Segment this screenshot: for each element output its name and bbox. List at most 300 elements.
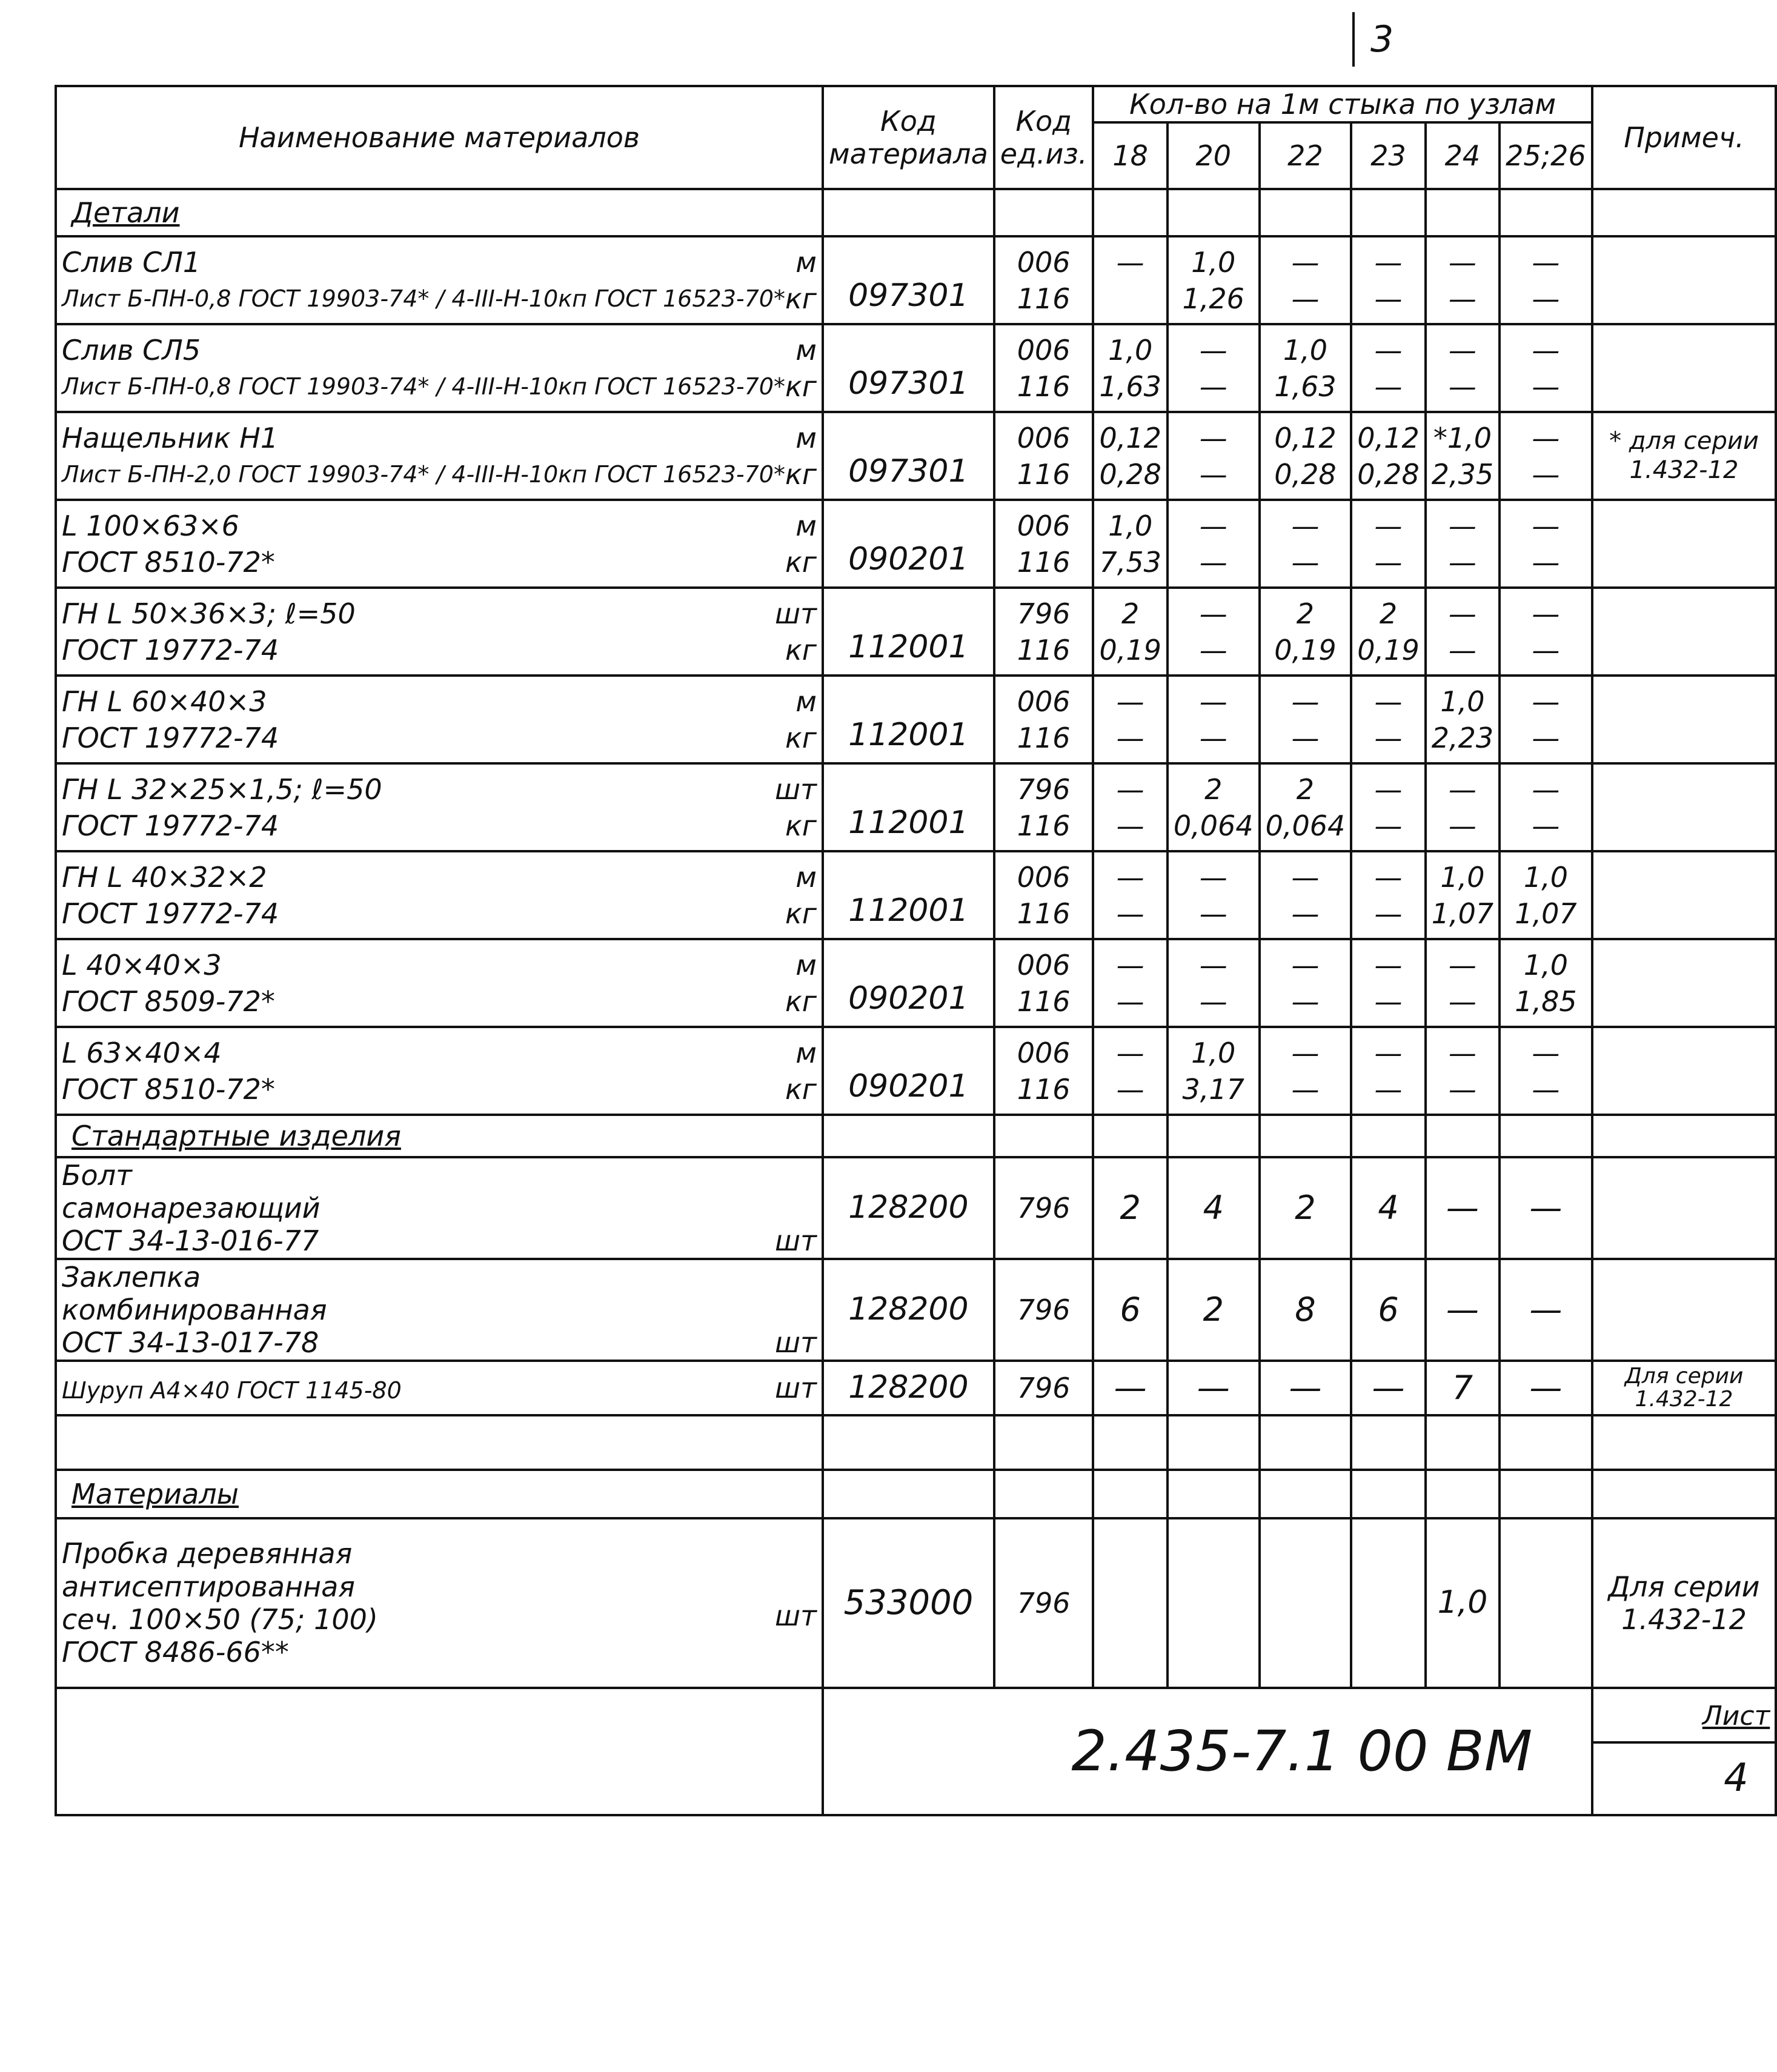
value-top: 006: [1017, 685, 1071, 718]
empty-cell: [1500, 189, 1592, 236]
value-top: —: [1199, 860, 1227, 894]
value-cell: [1093, 324, 1167, 412]
value-bottom: 116: [1017, 721, 1071, 754]
value-bottom: 0,19: [1099, 633, 1161, 666]
value-cell: [1260, 676, 1352, 763]
value-top: 0,12: [1274, 421, 1337, 454]
value-cell: [1351, 851, 1425, 939]
empty-cell: [1093, 1415, 1167, 1470]
material-code: 097301: [823, 236, 994, 324]
value-top: —: [1448, 772, 1476, 806]
value-top: —: [1291, 685, 1320, 718]
header-row-1: [56, 86, 1776, 122]
empty-cell: [1168, 189, 1260, 236]
header-qty-group: Кол-во на 1м стыка по узлам: [1093, 86, 1592, 122]
empty-cell: [1260, 1470, 1352, 1518]
value-cell: [1260, 1027, 1352, 1115]
value-cell: [994, 939, 1094, 1027]
standard-row: [56, 1259, 1776, 1361]
empty-cell: [1168, 1115, 1260, 1157]
unit: шт: [775, 1224, 817, 1258]
value-cell: [1168, 939, 1260, 1027]
empty-cell: [823, 1115, 994, 1157]
value-bottom: —: [1116, 809, 1144, 842]
item-spec: ГОСТ 8510-72*: [62, 545, 275, 579]
value-cell: [1426, 763, 1500, 851]
name-line: Болт: [62, 1158, 132, 1192]
value-cell: [1351, 763, 1425, 851]
title-doc-cell: [823, 1688, 1592, 1815]
empty-cell: [1260, 189, 1352, 236]
value-top: —: [1116, 772, 1144, 806]
value-top: 1,0: [1283, 333, 1328, 367]
value-bottom: —: [1291, 282, 1320, 315]
unit-bottom: кг: [785, 721, 817, 754]
empty-cell: [994, 189, 1094, 236]
item-name: ГН L 60×40×3: [62, 685, 267, 718]
material-code: 112001: [823, 763, 994, 851]
value-bottom: 116: [1017, 545, 1071, 579]
value-top: 796: [1017, 772, 1071, 806]
value-bottom: 116: [1017, 370, 1071, 403]
unit: шт: [775, 1326, 817, 1360]
value-cell: [1260, 500, 1352, 588]
value-bottom: —: [1448, 985, 1476, 1018]
value-top: 1,0: [1191, 1036, 1236, 1069]
item-name: L 63×40×4: [62, 1036, 222, 1069]
value-cell: —: [1500, 1157, 1592, 1259]
unit-bottom: кг: [785, 1072, 817, 1106]
value-cell: [1093, 1027, 1167, 1115]
item-name: L 100×63×6: [62, 509, 239, 542]
value-bottom: —: [1116, 985, 1144, 1018]
value-bottom: 0,19: [1274, 633, 1337, 666]
node-header-2: 22: [1260, 122, 1352, 189]
item-name: Слив СЛ5: [62, 333, 201, 367]
value-bottom: 116: [1017, 809, 1071, 842]
value-cell: [1260, 412, 1352, 500]
name-wrap: [62, 1159, 817, 1258]
value-bottom: —: [1374, 897, 1403, 930]
item-name-cell: [56, 588, 823, 676]
value-cell: [1500, 500, 1592, 588]
detail-row: [56, 939, 1776, 1027]
value-cell: [1500, 324, 1592, 412]
empty-cell: [1426, 189, 1500, 236]
value-cell: [1351, 1027, 1425, 1115]
header-unit-code: Код ед.из.: [994, 86, 1094, 189]
value-bottom: —: [1448, 545, 1476, 579]
name-stack: [62, 1537, 378, 1669]
value-top: —: [1374, 509, 1403, 542]
unit-top: м: [795, 948, 817, 981]
value-top: 006: [1017, 948, 1071, 981]
value-bottom: 1,07: [1515, 897, 1577, 930]
name-line: ГОСТ 8486-66**: [62, 1636, 289, 1669]
value-top: —: [1291, 860, 1320, 894]
sheet-label-cell: [1592, 1688, 1776, 1742]
name-line: Пробка деревянная: [62, 1537, 353, 1570]
value-top: —: [1374, 333, 1403, 367]
value-top: 2: [1204, 772, 1223, 806]
name-line-1: [62, 420, 817, 456]
note-cell: * для серии 1.432-12: [1592, 412, 1776, 500]
value-top: —: [1291, 948, 1320, 981]
value-cell: [1426, 324, 1500, 412]
value-bottom: —: [1291, 545, 1320, 579]
value-bottom: 1,63: [1274, 370, 1337, 403]
value-bottom: —: [1532, 1072, 1560, 1106]
unit-bottom: кг: [785, 545, 817, 579]
value-cell: [1351, 676, 1425, 763]
empty-cell: [1500, 1470, 1592, 1518]
value-top: —: [1374, 1036, 1403, 1069]
node-header-0: 18: [1093, 122, 1167, 189]
value-bottom: —: [1532, 370, 1560, 403]
node-header-1: 20: [1168, 122, 1260, 189]
value-top: 2: [1121, 597, 1140, 630]
value-cell: [1168, 588, 1260, 676]
value-bottom: 1,85: [1515, 985, 1577, 1018]
value-cell: 4: [1168, 1157, 1260, 1259]
note-cell: [1592, 588, 1776, 676]
detail-row: [56, 412, 1776, 500]
value-cell: [1500, 412, 1592, 500]
value-top: 1,0: [1191, 245, 1236, 279]
name-wrap: [62, 1537, 817, 1669]
item-name-cell: [56, 500, 823, 588]
name-line: самонарезающий: [62, 1191, 321, 1224]
value-top: 796: [1017, 597, 1071, 630]
value-bottom: 1,63: [1099, 370, 1161, 403]
value-bottom: —: [1448, 282, 1476, 315]
value-top: 2: [1296, 597, 1315, 630]
value-top: —: [1374, 245, 1403, 279]
section-title-details: Детали: [56, 189, 823, 236]
value-cell: [1500, 676, 1592, 763]
name-line: ОСТ 34-13-016-77: [62, 1224, 319, 1258]
value-top: —: [1532, 509, 1560, 542]
item-spec: ГОСТ 19772-74: [62, 809, 279, 842]
name-stack: [62, 1261, 327, 1360]
value-cell: [1168, 1518, 1260, 1688]
corner-line: [1352, 12, 1355, 67]
name-line-1: [62, 683, 817, 720]
value-cell: [1351, 412, 1425, 500]
material-row: [56, 1518, 1776, 1688]
value-cell: [1426, 412, 1500, 500]
name-stack: [62, 1159, 321, 1258]
value-cell: [1351, 324, 1425, 412]
value-bottom: 116: [1017, 633, 1071, 666]
sheet-number-cell: [1592, 1742, 1776, 1815]
name-line: Заклепка: [62, 1260, 201, 1293]
value-bottom: 0,064: [1173, 809, 1254, 842]
material-code: 097301: [823, 412, 994, 500]
value-bottom: —: [1374, 545, 1403, 579]
unit-bottom: кг: [785, 809, 817, 842]
unit-bottom: кг: [785, 457, 817, 491]
value-bottom: 0,28: [1274, 457, 1337, 491]
sheet-number: 4: [1724, 1756, 1749, 1801]
item-spec: ГОСТ 19772-74: [62, 633, 279, 666]
value-top: 006: [1017, 245, 1071, 279]
unit-bottom: кг: [785, 282, 817, 315]
empty-cell: [1260, 1115, 1352, 1157]
value-top: 0,12: [1099, 421, 1161, 454]
value-top: —: [1448, 597, 1476, 630]
value-top: 1,0: [1523, 948, 1568, 981]
item-spec: ГОСТ 19772-74: [62, 721, 279, 754]
unit-top: шт: [775, 772, 817, 806]
value-bottom: 0,28: [1099, 457, 1161, 491]
value-cell: [1260, 324, 1352, 412]
value-cell: 2: [1093, 1157, 1167, 1259]
value-cell: [1168, 412, 1260, 500]
value-cell: [1260, 588, 1352, 676]
value-top: —: [1291, 1036, 1320, 1069]
item-name-cell: [56, 1518, 823, 1688]
item-name: ГН L 50×36×3; ℓ=50: [62, 597, 356, 630]
empty-cell: [1426, 1470, 1500, 1518]
value-bottom: 3,17: [1182, 1072, 1244, 1106]
value-bottom: 7,53: [1099, 545, 1161, 579]
value-cell: [1093, 500, 1167, 588]
value-top: 006: [1017, 1036, 1071, 1069]
empty-cell: [1260, 1415, 1352, 1470]
value-cell: [1500, 236, 1592, 324]
value-cell: [994, 500, 1094, 588]
value-top: —: [1199, 685, 1227, 718]
standard-row: [56, 1157, 1776, 1259]
name-line-2: [62, 456, 817, 493]
name-line-2: [62, 808, 817, 844]
value-top: 0,12: [1357, 421, 1420, 454]
value-cell: [1500, 588, 1592, 676]
material-code: 128200: [823, 1259, 994, 1361]
unit-code: 796: [994, 1518, 1094, 1688]
item-name-cell: [56, 1259, 823, 1361]
value-cell: [1500, 851, 1592, 939]
value-cell: —: [1426, 1157, 1500, 1259]
detail-row: [56, 236, 1776, 324]
value-top: 1,0: [1108, 333, 1153, 367]
name-stack: [62, 1377, 402, 1404]
item-spec: Лист Б-ПН-2,0 ГОСТ 19903-74* / 4-III-Н-10кп ГОСТ 16523-70*: [62, 460, 785, 488]
value-top: —: [1448, 509, 1476, 542]
item-name-cell: [56, 1027, 823, 1115]
name-line-2: [62, 281, 817, 317]
note-cell: [1592, 939, 1776, 1027]
name-line-1: [62, 244, 817, 281]
value-top: 2: [1296, 772, 1315, 806]
unit-top: м: [795, 333, 817, 367]
value-top: —: [1448, 245, 1476, 279]
value-cell: 7: [1426, 1361, 1500, 1415]
value-cell: [1093, 851, 1167, 939]
value-top: 006: [1017, 509, 1071, 542]
name-line: сеч. 100×50 (75; 100): [62, 1603, 378, 1636]
item-spec: Лист Б-ПН-0,8 ГОСТ 19903-74* / 4-III-Н-10кп ГОСТ 16523-70*: [62, 285, 785, 312]
header-name: Наименование материалов: [56, 86, 823, 189]
value-bottom: 1,07: [1431, 897, 1494, 930]
value-cell: [1351, 588, 1425, 676]
empty-cell: [1426, 1115, 1500, 1157]
value-bottom: —: [1374, 282, 1403, 315]
node-header-4: 24: [1426, 122, 1500, 189]
item-name: Слив СЛ1: [62, 245, 201, 279]
value-bottom: 2,35: [1431, 457, 1494, 491]
value-bottom: —: [1532, 809, 1560, 842]
empty-cell: [1592, 189, 1776, 236]
value-bottom: —: [1374, 809, 1403, 842]
value-top: —: [1532, 333, 1560, 367]
value-cell: [1168, 500, 1260, 588]
unit-code: 796: [994, 1157, 1094, 1259]
value-bottom: 0,064: [1265, 809, 1346, 842]
name-line: Шуруп А4×40 ГОСТ 1145-80: [62, 1377, 402, 1404]
value-bottom: —: [1199, 985, 1227, 1018]
value-cell: [1426, 676, 1500, 763]
empty-cell: [1351, 1415, 1425, 1470]
value-cell: [994, 763, 1094, 851]
material-code: 090201: [823, 1027, 994, 1115]
value-cell: [1168, 236, 1260, 324]
empty-cell: [823, 189, 994, 236]
value-top: —: [1199, 597, 1227, 630]
document-number: 2.435-7.1 00 ВМ: [1071, 1718, 1533, 1784]
detail-row: [56, 324, 1776, 412]
value-cell: —: [1168, 1361, 1260, 1415]
unit-top: м: [795, 685, 817, 718]
value-cell: [1426, 500, 1500, 588]
value-cell: [1426, 1027, 1500, 1115]
value-top: —: [1374, 772, 1403, 806]
empty-cell: [1351, 189, 1425, 236]
value-cell: [1260, 236, 1352, 324]
detail-row: [56, 763, 1776, 851]
node-header-5: 25;26: [1500, 122, 1592, 189]
value-cell: —: [1426, 1259, 1500, 1361]
section-row-details: [56, 189, 1776, 236]
empty-cell: [1351, 1470, 1425, 1518]
empty-cell: [1168, 1415, 1260, 1470]
value-bottom: —: [1199, 897, 1227, 930]
value-bottom: 0,19: [1357, 633, 1420, 666]
value-cell: [1426, 851, 1500, 939]
material-code: 112001: [823, 851, 994, 939]
unit-bottom: кг: [785, 897, 817, 930]
detail-row: [56, 1027, 1776, 1115]
value-cell: [1500, 1518, 1592, 1688]
note-cell: Для серии 1.432-12: [1592, 1361, 1776, 1415]
value-cell: [994, 236, 1094, 324]
item-name: ГН L 32×25×1,5; ℓ=50: [62, 772, 382, 806]
empty-cell: [1500, 1115, 1592, 1157]
empty-cell: [994, 1470, 1094, 1518]
item-name-cell: [56, 939, 823, 1027]
unit-code: 796: [994, 1361, 1094, 1415]
value-cell: [1500, 939, 1592, 1027]
value-top: —: [1374, 948, 1403, 981]
name-line: антисептированная: [62, 1570, 355, 1603]
value-cell: —: [1500, 1361, 1592, 1415]
empty-cell: [1093, 1470, 1167, 1518]
name-line-2: [62, 544, 817, 580]
name-line-2: [62, 632, 817, 668]
value-top: 006: [1017, 333, 1071, 367]
value-top: —: [1116, 948, 1144, 981]
item-name-cell: [56, 236, 823, 324]
value-cell: 2: [1168, 1259, 1260, 1361]
value-cell: [994, 1027, 1094, 1115]
node-header-3: 23: [1351, 122, 1425, 189]
unit-bottom: кг: [785, 370, 817, 403]
empty-cell: [994, 1415, 1094, 1470]
value-bottom: —: [1532, 457, 1560, 491]
value-cell: —: [1500, 1259, 1592, 1361]
material-code: 090201: [823, 939, 994, 1027]
value-top: —: [1199, 509, 1227, 542]
unit-top: м: [795, 860, 817, 894]
value-top: —: [1116, 860, 1144, 894]
value-cell: [994, 588, 1094, 676]
detail-row: [56, 500, 1776, 588]
name-line-2: [62, 720, 817, 756]
value-bottom: —: [1532, 633, 1560, 666]
value-bottom: —: [1532, 545, 1560, 579]
value-top: 1,0: [1108, 509, 1153, 542]
note-cell: [1592, 236, 1776, 324]
name-line-1: [62, 508, 817, 544]
value-cell: 6: [1093, 1259, 1167, 1361]
empty-cell: [1592, 1470, 1776, 1518]
empty-cell: [1093, 1115, 1167, 1157]
note-cell: [1592, 851, 1776, 939]
value-bottom: —: [1374, 721, 1403, 754]
material-code: 112001: [823, 588, 994, 676]
value-bottom: 116: [1017, 897, 1071, 930]
spacer-row: [56, 1415, 1776, 1470]
note-cell: Для серии 1.432-12: [1592, 1518, 1776, 1688]
value-top: —: [1532, 772, 1560, 806]
item-name-cell: [56, 324, 823, 412]
value-top: —: [1116, 685, 1144, 718]
value-bottom: —: [1199, 545, 1227, 579]
value-cell: 2: [1260, 1157, 1352, 1259]
value-top: 1,0: [1523, 860, 1568, 894]
unit-top: м: [795, 1036, 817, 1069]
value-cell: —: [1260, 1361, 1352, 1415]
value-bottom: —: [1532, 282, 1560, 315]
value-cell: [1351, 236, 1425, 324]
item-name-cell: [56, 676, 823, 763]
unit-top: м: [795, 245, 817, 279]
value-cell: 8: [1260, 1259, 1352, 1361]
name-line: ОСТ 34-13-017-78: [62, 1326, 319, 1360]
item-spec: Лист Б-ПН-0,8 ГОСТ 19903-74* / 4-III-Н-10кп ГОСТ 16523-70*: [62, 373, 785, 400]
value-top: —: [1532, 685, 1560, 718]
value-cell: [1351, 500, 1425, 588]
note-cell: [1592, 500, 1776, 588]
standard-row: [56, 1361, 1776, 1415]
material-code: 533000: [823, 1518, 994, 1688]
section-title-standard: Стандартные изделия: [56, 1115, 823, 1157]
material-code: 097301: [823, 324, 994, 412]
item-name-cell: [56, 1361, 823, 1415]
value-cell: [1168, 1027, 1260, 1115]
unit-code: 796: [994, 1259, 1094, 1361]
